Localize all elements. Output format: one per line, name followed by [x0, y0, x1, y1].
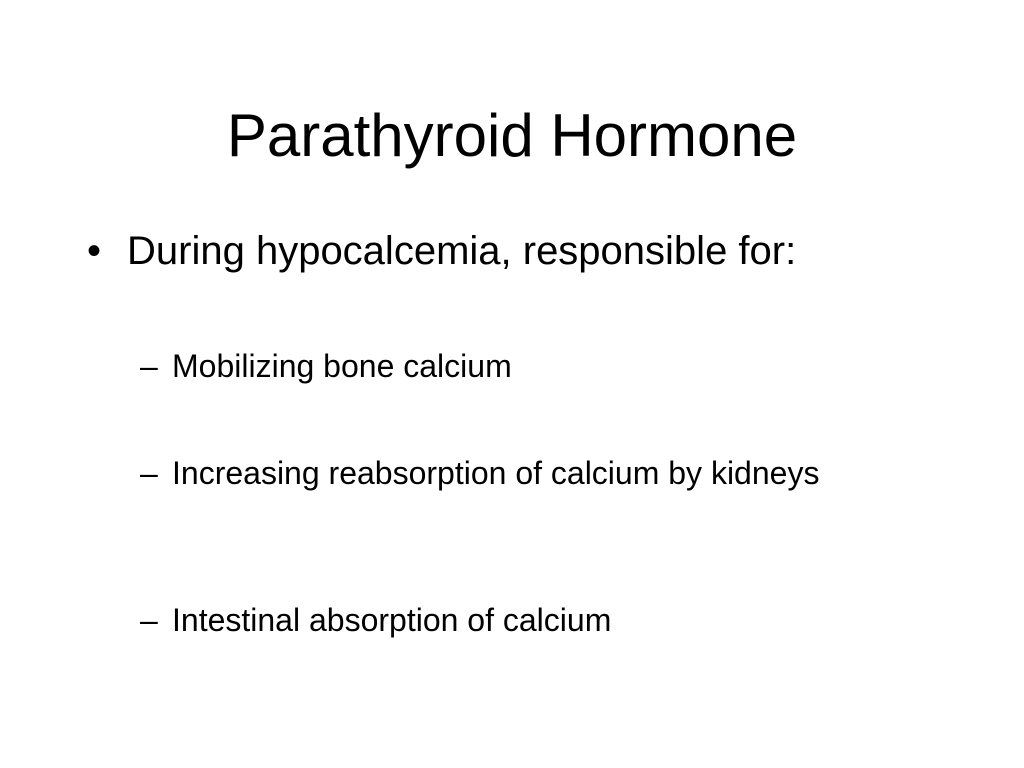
bullet-marker: •: [87, 229, 102, 273]
sub-bullet: [140, 451, 860, 495]
main-bullet-text: During hypocalcemia, responsible for:: [127, 229, 797, 273]
dash-marker: –: [140, 455, 158, 491]
sub-bullet: [140, 344, 860, 388]
sub-bullet-text: Increasing reabsorption of calcium by kidneys: [172, 455, 820, 491]
dash-marker: –: [140, 602, 158, 638]
sub-bullet-text: Intestinal absorption of calcium: [172, 602, 612, 638]
sub-bullet: [140, 598, 860, 642]
sub-bullet-text: Mobilizing bone calcium: [172, 348, 512, 384]
dash-marker: –: [140, 348, 158, 384]
slide-title: Parathyroid Hormone: [226, 102, 798, 169]
